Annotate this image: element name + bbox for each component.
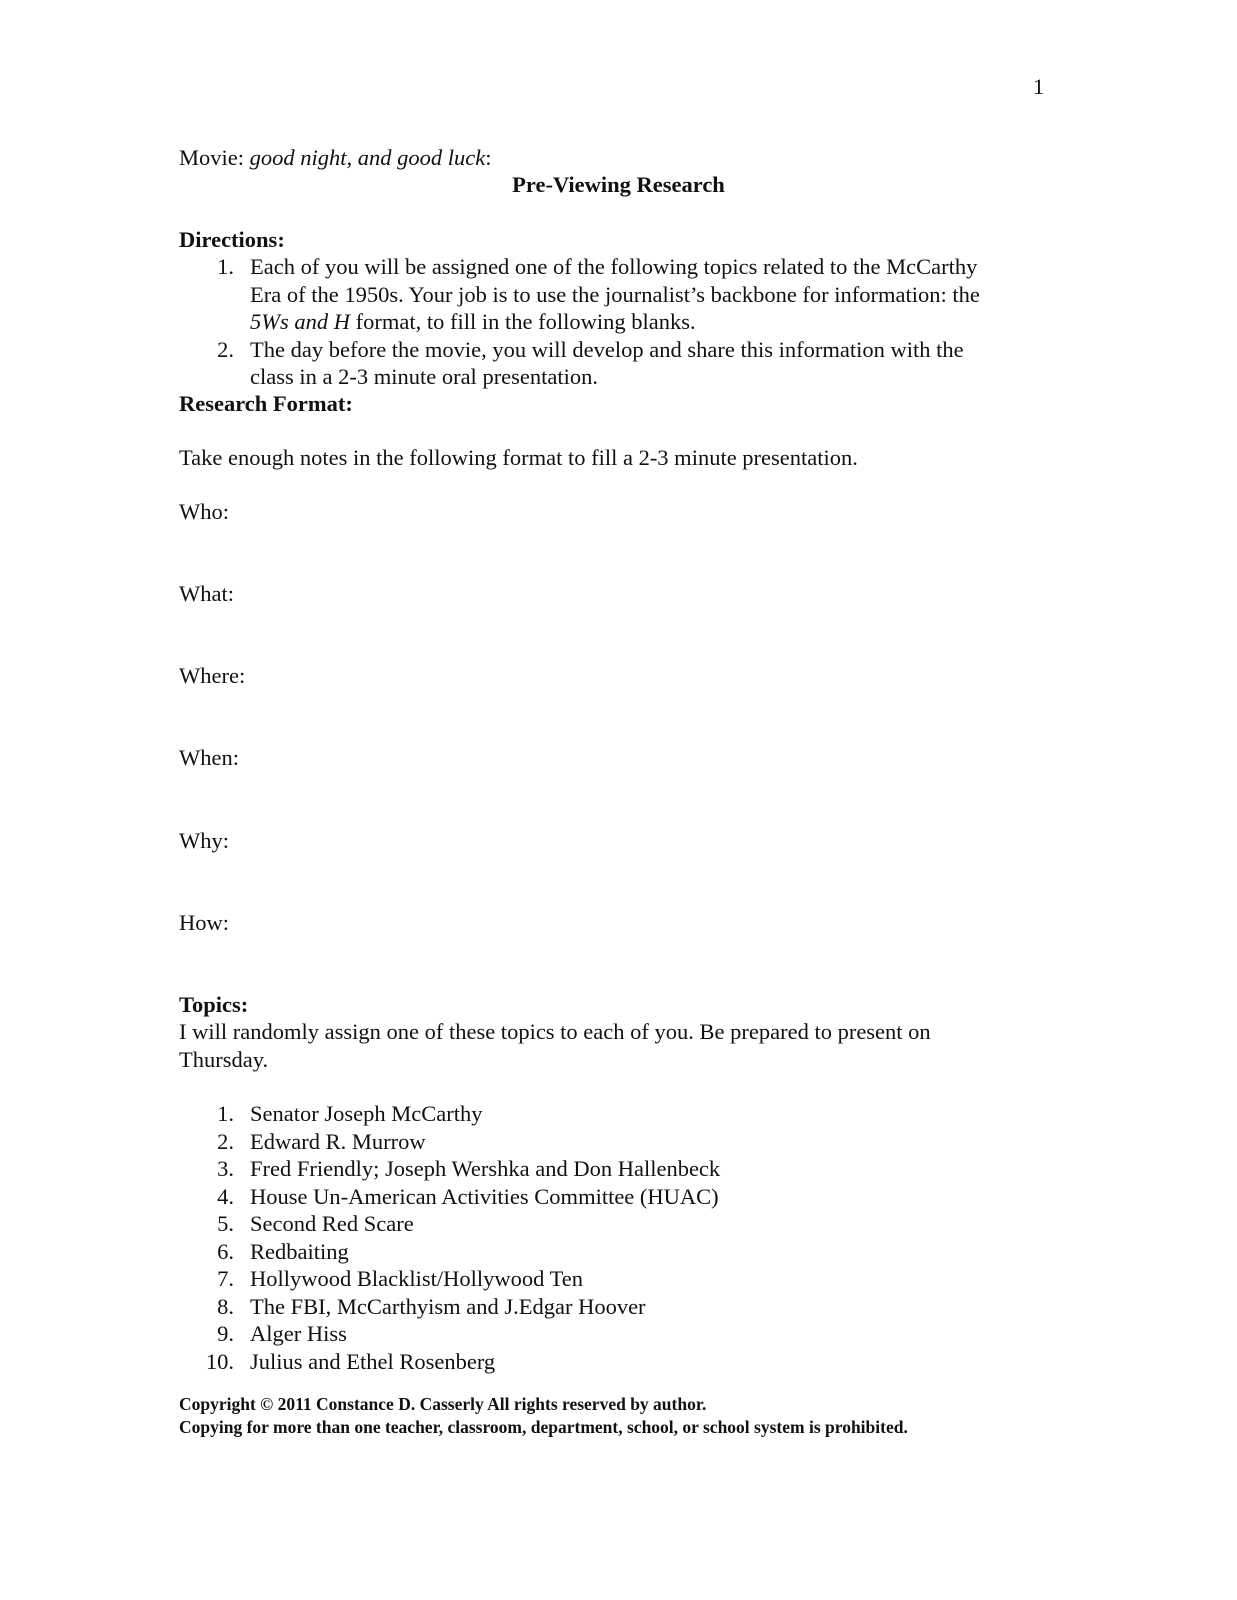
research-instruction: Take enough notes in the following format to fill a 2-3 minute presentation. — [179, 445, 858, 470]
directions-item-line: The day before the movie, you will develop and share this information with the — [250, 336, 964, 362]
topic-number: 4. — [217, 1183, 234, 1209]
directions-item-line: Each of you will be assigned one of the following topics related to the McCarthy — [250, 254, 978, 279]
page-number: 1 — [1033, 74, 1045, 99]
directions-item-line-rest: format, to fill in the following blanks. — [350, 309, 696, 334]
directions-item-line: Era of the 1950s. Your job is to use the journalist’s backbone for information: the — [250, 281, 980, 307]
topic-text: The FBI, McCarthyism and J.Edgar Hoover — [250, 1293, 646, 1319]
why-label: Why: — [179, 828, 229, 853]
movie-colon: : — [485, 145, 492, 170]
directions-item-line — [250, 308, 1059, 336]
topic-number: 6. — [217, 1238, 234, 1264]
directions-item — [179, 336, 1059, 391]
movie-title: good night, and good luck — [249, 145, 486, 170]
where-label: Where: — [179, 663, 246, 688]
topic-number: 9. — [217, 1321, 234, 1346]
topic-text: Redbaiting — [250, 1238, 349, 1264]
topic-text: Senator Joseph McCarthy — [250, 1101, 483, 1126]
topic-text: Alger Hiss — [250, 1321, 347, 1346]
copyright-line: Copying for more than one teacher, classroom, department, school, or school system is prohibited. — [179, 1417, 908, 1437]
how-label: How: — [179, 910, 229, 935]
topic-number: 8. — [217, 1293, 234, 1319]
topics-list — [179, 1100, 1059, 1375]
directions-item-number: 1. — [217, 254, 234, 279]
topics-intro — [179, 1018, 1039, 1073]
topic-item — [179, 1210, 1059, 1238]
directions-item-number: 2. — [217, 336, 234, 362]
topic-item — [179, 1265, 1059, 1293]
topic-number: 5. — [217, 1211, 234, 1236]
directions-list — [179, 253, 1059, 391]
topic-text: House Un-American Activities Committee (HUAC) — [250, 1183, 719, 1209]
page-title: Pre-Viewing Research — [512, 172, 725, 197]
movie-label: Movie: — [179, 145, 244, 170]
topic-text: Hollywood Blacklist/Hollywood Ten — [250, 1266, 583, 1291]
when-label: When: — [179, 745, 239, 770]
topic-number: 10. — [205, 1348, 234, 1374]
topic-number: 7. — [217, 1266, 234, 1291]
topic-text: Fred Friendly; Joseph Wershka and Don Hallenbeck — [250, 1156, 721, 1181]
topic-text: Edward R. Murrow — [250, 1128, 426, 1154]
topic-item — [179, 1183, 1059, 1211]
directions-item — [179, 253, 1059, 336]
5ws-and-h-term: 5Ws and H — [250, 309, 350, 334]
topic-number: 2. — [217, 1128, 234, 1154]
what-label: What: — [179, 581, 234, 606]
who-label: Who: — [179, 499, 229, 524]
research-format-heading: Research Format: — [179, 391, 353, 416]
topic-text: Julius and Ethel Rosenberg — [250, 1348, 496, 1374]
copyright-notice — [179, 1393, 908, 1439]
topic-item — [179, 1293, 1059, 1321]
topics-heading: Topics: — [179, 992, 249, 1017]
topic-number: 1. — [217, 1101, 234, 1126]
topic-item — [179, 1320, 1059, 1348]
topic-text: Second Red Scare — [250, 1211, 414, 1236]
directions-item-line: class in a 2-3 minute oral presentation. — [250, 364, 599, 389]
movie-line — [179, 144, 492, 172]
topics-intro-line: Thursday. — [179, 1046, 269, 1072]
topic-item — [179, 1155, 1059, 1183]
directions-heading: Directions: — [179, 227, 285, 252]
topics-intro-line: I will randomly assign one of these topics to each of you. Be prepared to present on — [179, 1019, 931, 1044]
topic-item — [179, 1128, 1059, 1156]
topic-item — [179, 1238, 1059, 1266]
topic-number: 3. — [217, 1156, 234, 1181]
copyright-line: Copyright © 2011 Constance D. Casserly All rights reserved by author. — [179, 1394, 707, 1414]
topic-item — [179, 1348, 1059, 1376]
topic-item — [179, 1100, 1059, 1128]
